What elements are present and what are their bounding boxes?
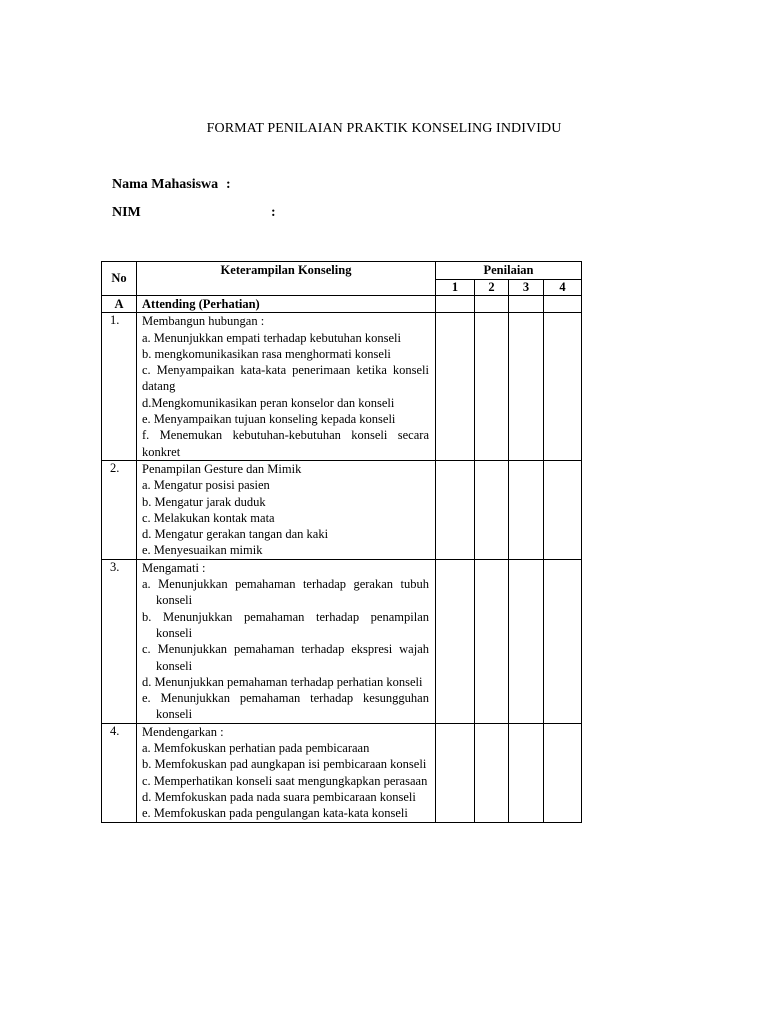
- skill-item: e. Menyesuaikan mimik: [142, 543, 263, 558]
- skill-item: c. Menyampaikan kata-kata penerimaan ketika konseli datang: [142, 363, 429, 394]
- score-cell: [475, 723, 509, 822]
- form-title: FORMAT PENILAIAN PRAKTIK KONSELING INDIVIDU: [206, 121, 562, 136]
- skill-item: b. mengkomunikasikan rasa menghormati konseli: [142, 346, 391, 361]
- skill-item: b. Memfokuskan pad aungkapan isi pembicaraan konseli: [142, 757, 427, 772]
- header-no: No: [102, 262, 137, 296]
- skill-item: d.Mengkomunikasikan peran konselor dan konseli: [142, 395, 395, 410]
- skill-cell: [137, 559, 436, 723]
- skill-group-title: Penampilan Gesture dan Mimik: [142, 461, 302, 476]
- row-number: 2.: [102, 460, 137, 559]
- skill-item: c. Melakukan kontak mata: [142, 510, 275, 525]
- score-cell: [544, 723, 582, 822]
- header-skill: Keterampilan Konseling: [137, 262, 436, 296]
- section-code: A: [102, 296, 137, 313]
- score-cell: [509, 460, 544, 559]
- skill-group-title: Mendengarkan :: [142, 724, 224, 739]
- score-cell: [436, 313, 475, 461]
- skill-item: a. Memfokuskan perhatian pada pembicaraan: [142, 741, 370, 756]
- skill-row: [102, 313, 582, 461]
- score-cell: [475, 296, 509, 313]
- score-cell: [544, 296, 582, 313]
- student-id-field: [112, 205, 276, 221]
- score-cell: [475, 460, 509, 559]
- scale-4: 4: [544, 280, 582, 296]
- header-rating: Penilaian: [436, 262, 582, 280]
- skill-item-list: [142, 576, 429, 723]
- score-cell: [509, 313, 544, 461]
- student-id-label: NIM: [112, 205, 141, 220]
- skill-item-list: [142, 740, 429, 821]
- score-cell: [509, 559, 544, 723]
- score-cell: [475, 559, 509, 723]
- skill-item: a. Mengatur posisi pasien: [142, 478, 270, 493]
- score-cell: [436, 559, 475, 723]
- student-name-field: [112, 177, 231, 193]
- scale-3: 3: [509, 280, 544, 296]
- skill-cell: [137, 460, 436, 559]
- row-number: 4.: [102, 723, 137, 822]
- row-number: 1.: [102, 313, 137, 461]
- score-cell: [509, 296, 544, 313]
- skill-item: b. Mengatur jarak duduk: [142, 494, 266, 509]
- skill-item: e. Menunjukkan pemahaman terhadap kesungguhan konseli: [142, 691, 429, 722]
- score-cell: [544, 559, 582, 723]
- skill-item: d. Menunjukkan pemahaman terhadap perhatian konseli: [142, 674, 423, 689]
- skill-item-list: [142, 477, 429, 558]
- student-id-colon: :: [271, 205, 276, 220]
- skill-cell: [137, 723, 436, 822]
- section-title: Attending (Perhatian): [137, 296, 436, 313]
- score-cell: [436, 460, 475, 559]
- score-cell: [509, 723, 544, 822]
- header-row: [102, 262, 582, 280]
- score-cell: [544, 460, 582, 559]
- student-name-label: Nama Mahasiswa: [112, 177, 219, 192]
- score-cell: [475, 313, 509, 461]
- score-cell: [544, 313, 582, 461]
- score-cell: [436, 723, 475, 822]
- section-row: [102, 296, 582, 313]
- assessment-table: [101, 261, 582, 823]
- skill-item: d. Mengatur gerakan tangan dan kaki: [142, 527, 329, 542]
- skill-row: [102, 559, 582, 723]
- skill-row: [102, 723, 582, 822]
- skill-group-title: Mengamati :: [142, 560, 206, 575]
- skill-item: d. Memfokuskan pada nada suara pembicaraan konseli: [142, 789, 416, 804]
- skill-item: a. Menunjukkan empati terhadap kebutuhan konseli: [142, 330, 401, 345]
- skill-item: f. Menemukan kebutuhan-kebutuhan konseli secara konkret: [142, 428, 429, 459]
- skill-item: e. Memfokuskan pada pengulangan kata-kata konseli: [142, 806, 408, 821]
- skill-item: a. Menunjukkan pemahaman terhadap gerakan tubuh konseli: [142, 577, 429, 608]
- scale-2: 2: [475, 280, 509, 296]
- skill-row: [102, 460, 582, 559]
- skill-item-list: [142, 330, 429, 460]
- skill-item: c. Memperhatikan konseli saat mengungkapkan perasaan: [142, 773, 428, 788]
- skill-group-title: Membangun hubungan :: [142, 314, 265, 329]
- skill-item: e. Menyampaikan tujuan konseling kepada konseli: [142, 412, 396, 427]
- score-cell: [436, 296, 475, 313]
- student-name-colon: :: [226, 177, 231, 192]
- skill-cell: [137, 313, 436, 461]
- skill-item: c. Menunjukkan pemahaman terhadap ekspresi wajah konseli: [142, 642, 429, 673]
- skill-item: b. Menunjukkan pemahaman terhadap penampilan konseli: [142, 609, 429, 640]
- scale-1: 1: [436, 280, 475, 296]
- row-number: 3.: [102, 559, 137, 723]
